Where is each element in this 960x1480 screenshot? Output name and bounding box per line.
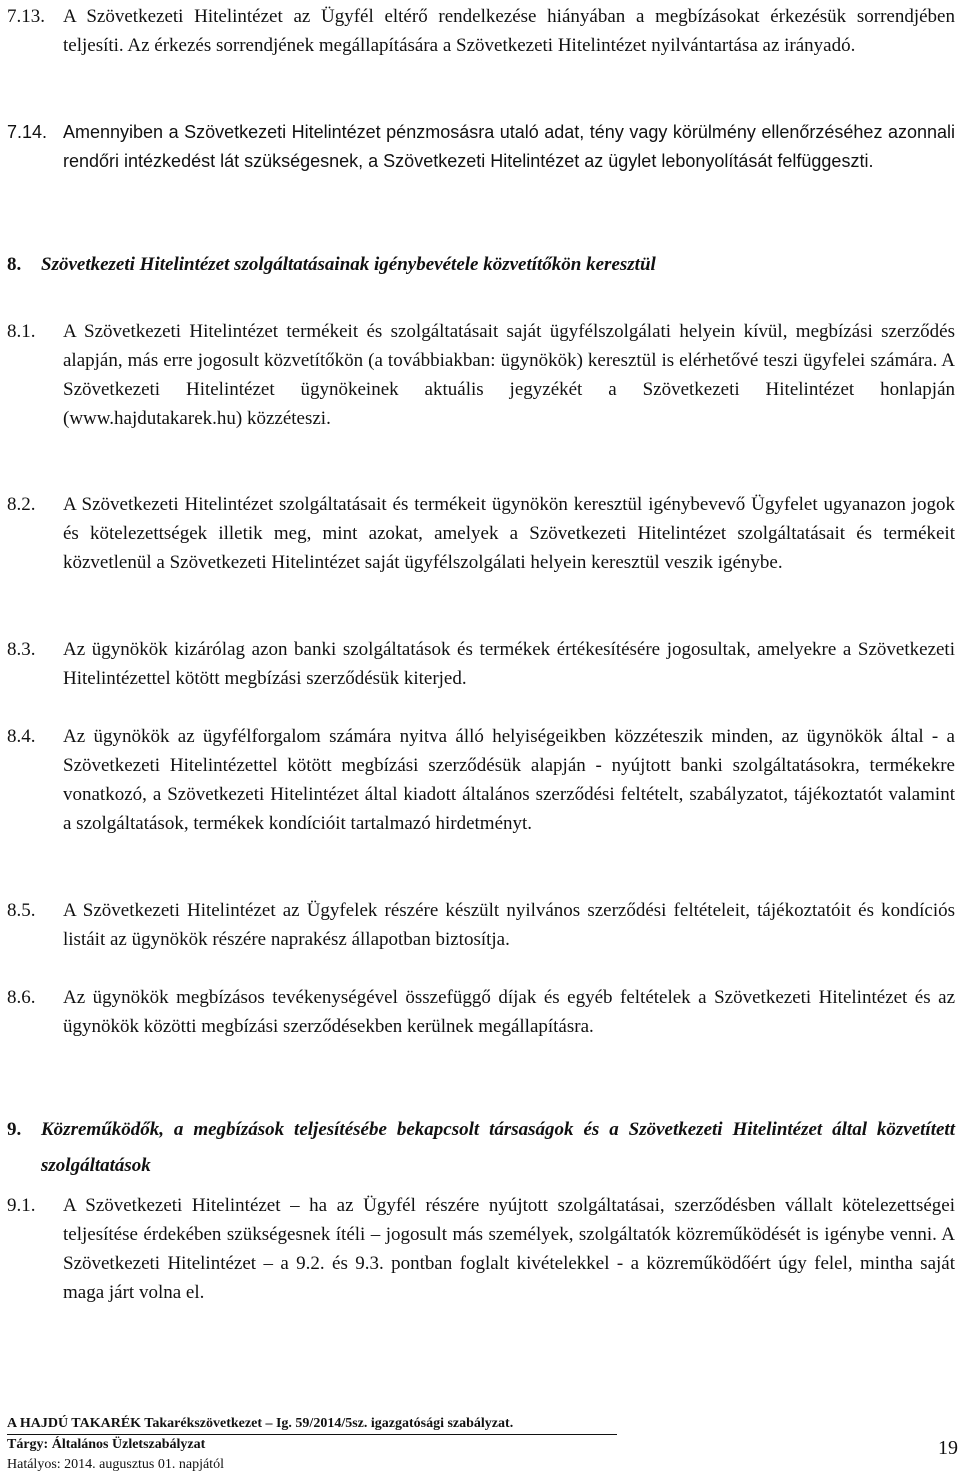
paragraph-8-5	[7, 896, 955, 954]
footer-effective-date: Hatályos: 2014. augusztus 01. napjától	[7, 1457, 224, 1472]
paragraph-number: 8.1.	[7, 321, 36, 342]
heading-text: Közreműködők, a megbízások teljesítésébe bekapcsolt társaságok és a Szövetkezeti Hitelintézet által közvetített szolgáltatások	[41, 1119, 955, 1176]
paragraph-text: A Szövetkezeti Hitelintézet szolgáltatásait és termékeit ügynökön keresztül igénybevevő Ügyfelet ugyanazon jogok és kötelezettségek illetik meg, mint azokat, amelyek a Szövetkezeti Hitelintézet szolgáltatásait és termékeit közvetlenül a Szövetkezeti Hitelintézet saját ügyfélszolgálati helyein keresztül veszik igénybe.	[63, 494, 955, 573]
section-heading-8	[7, 247, 955, 283]
paragraph-8-3	[7, 635, 955, 693]
heading-number: 9.	[7, 1119, 22, 1140]
paragraph-number: 8.3.	[7, 639, 36, 660]
paragraph-text: Az ügynökök kizárólag azon banki szolgáltatások és termékek értékesítésére jogosultak, amelyekre a Szövetkezeti Hitelintézettel kötött megbízási szerződésük kiterjed.	[63, 639, 955, 689]
footer-title: A HAJDÚ TAKARÉK Takarékszövetkezet – Ig. 59/2014/5sz. igazgatósági szabályzat.	[7, 1414, 617, 1435]
paragraph-text: A Szövetkezeti Hitelintézet az Ügyfelek részére készült nyilvános szerződési feltételeit, tájékoztatóit és kondíciós listáit az ügynökök részére naprakész állapotban biztosítja.	[63, 900, 955, 950]
paragraph-text: A Szövetkezeti Hitelintézet termékeit és szolgáltatásait saját ügyfélszolgálati helyein kívül, megbízási szerződés alapján, más erre jogosult közvetítőkön (a továbbiakban: ügynökök) keresztül is elérhetővé teszi ügyfelei számára. A Szövetkezeti Hitelintézet ügynökeinek aktuális jegyzékét a Szövetkezeti Hitelintézet honlapján (www.hajdutakarek.hu) közzéteszi.	[63, 321, 955, 429]
paragraph-number: 7.13.	[7, 6, 45, 27]
paragraph-text: Az ügynökök megbízásos tevékenységével összefüggő díjak és egyéb feltételek a Szövetkezeti Hitelintézet és az ügynökök közötti megbízási szerződésekben kerülnek megállapításra.	[63, 987, 955, 1037]
paragraph-number: 8.5.	[7, 900, 36, 921]
paragraph-7-13	[7, 2, 955, 60]
footer-subject: Tárgy: Általános Üzletszabályzat	[7, 1437, 206, 1452]
paragraph-8-6	[7, 983, 955, 1041]
paragraph-8-1	[7, 317, 955, 433]
paragraph-7-14	[7, 118, 955, 176]
paragraph-9-1	[7, 1191, 955, 1307]
section-heading-9	[7, 1112, 955, 1184]
paragraph-8-2	[7, 490, 955, 577]
paragraph-number: 8.6.	[7, 987, 36, 1008]
paragraph-text: Az ügynökök az ügyfélforgalom számára nyitva álló helyiségeikben közzéteszik minden, az ügynökök által - a Szövetkezeti Hitelintézettel kötött megbízási szerződésük alapján - nyújtott banki szolgáltatásokra, termékekre vonatkozó, a Szövetkezeti Hitelintézet által kiadott általános szerződési feltételt, szabályzatot, tájékoztatót valamint a szolgáltatások, termékek kondícióit tartalmazó hirdetményt.	[63, 726, 955, 834]
heading-text: Szövetkezeti Hitelintézet szolgáltatásainak igénybevétele közvetítőkön keresztül	[41, 254, 656, 275]
paragraph-8-4	[7, 722, 955, 838]
paragraph-number: 7.14.	[7, 122, 48, 142]
page-number: 19	[938, 1437, 958, 1459]
paragraph-text: Amennyiben a Szövetkezeti Hitelintézet pénzmosásra utaló adat, tény vagy körülmény ellenőrzéséhez azonnali rendőri intézkedést lát szükségesnek, a Szövetkezeti Hitelintézet az ügylet lebonyolítását felfüggeszti.	[63, 122, 955, 171]
paragraph-number: 8.4.	[7, 726, 36, 747]
heading-number: 8.	[7, 254, 22, 275]
page-footer	[7, 1414, 955, 1475]
paragraph-number: 8.2.	[7, 494, 36, 515]
paragraph-text: A Szövetkezeti Hitelintézet az Ügyfél eltérő rendelkezése hiányában a megbízásokat érkezésük sorrendjében teljesíti. Az érkezés sorrendjének megállapítására a Szövetkezeti Hitelintézet nyilvántartása az irányadó.	[63, 6, 955, 56]
paragraph-number: 9.1.	[7, 1195, 36, 1216]
paragraph-text: A Szövetkezeti Hitelintézet – ha az Ügyfél részére nyújtott szolgáltatásai, szerződésben vállalt kötelezettségei teljesítése érdekében szükségesnek ítéli – jogosult más személyek, szolgáltatók közreműködését is igénybe venni. A Szövetkezeti Hitelintézet – a 9.2. és 9.3. pontban foglalt kivételekkel - a közreműködőért úgy felel, mintha saját maga járt volna el.	[63, 1195, 955, 1303]
